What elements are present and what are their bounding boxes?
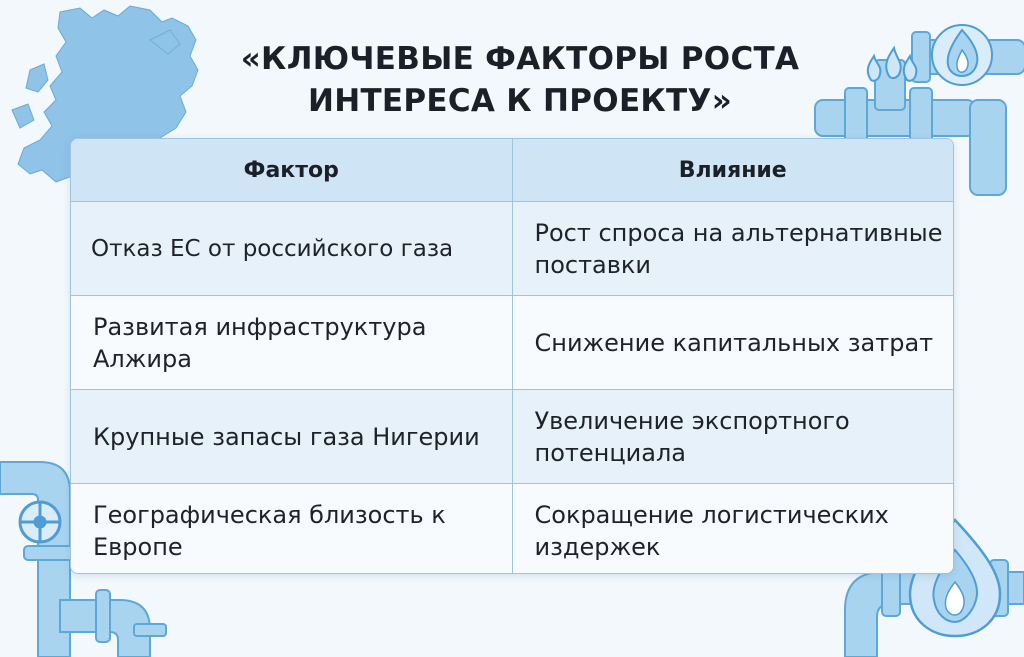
impact-cell: Снижение капитальных затрат — [512, 296, 953, 390]
table-row — [71, 202, 953, 296]
gas-flame-icon — [932, 25, 992, 85]
factor-cell: Отказ ЕС от российского газа — [71, 202, 512, 296]
factor-cell: Географическая близость к Европе — [71, 484, 512, 575]
page-title — [150, 38, 890, 122]
impact-cell: Сокращение логистических издержек — [512, 484, 953, 575]
table-row — [71, 296, 953, 390]
column-header-impact: Влияние — [512, 139, 953, 202]
column-header-factor: Фактор — [71, 139, 512, 202]
impact-cell: Увеличение экспортного потенциала — [512, 390, 953, 484]
impact-cell: Рост спроса на альтернативные поставки — [512, 202, 953, 296]
factors-table-card — [70, 138, 954, 574]
factor-cell: Развитая инфраструктура Алжира — [71, 296, 512, 390]
table-row — [71, 484, 953, 575]
page-title-line-2: ИНТЕРЕСА К ПРОЕКТУ» — [307, 83, 733, 119]
table-row — [71, 390, 953, 484]
factor-cell: Крупные запасы газа Нигерии — [71, 390, 512, 484]
valve-wheel-icon — [20, 502, 60, 542]
page-title-line-1: «КЛЮЧЕВЫЕ ФАКТОРЫ РОСТА — [240, 41, 800, 77]
table-header-row — [71, 139, 953, 202]
factors-table — [71, 139, 953, 574]
